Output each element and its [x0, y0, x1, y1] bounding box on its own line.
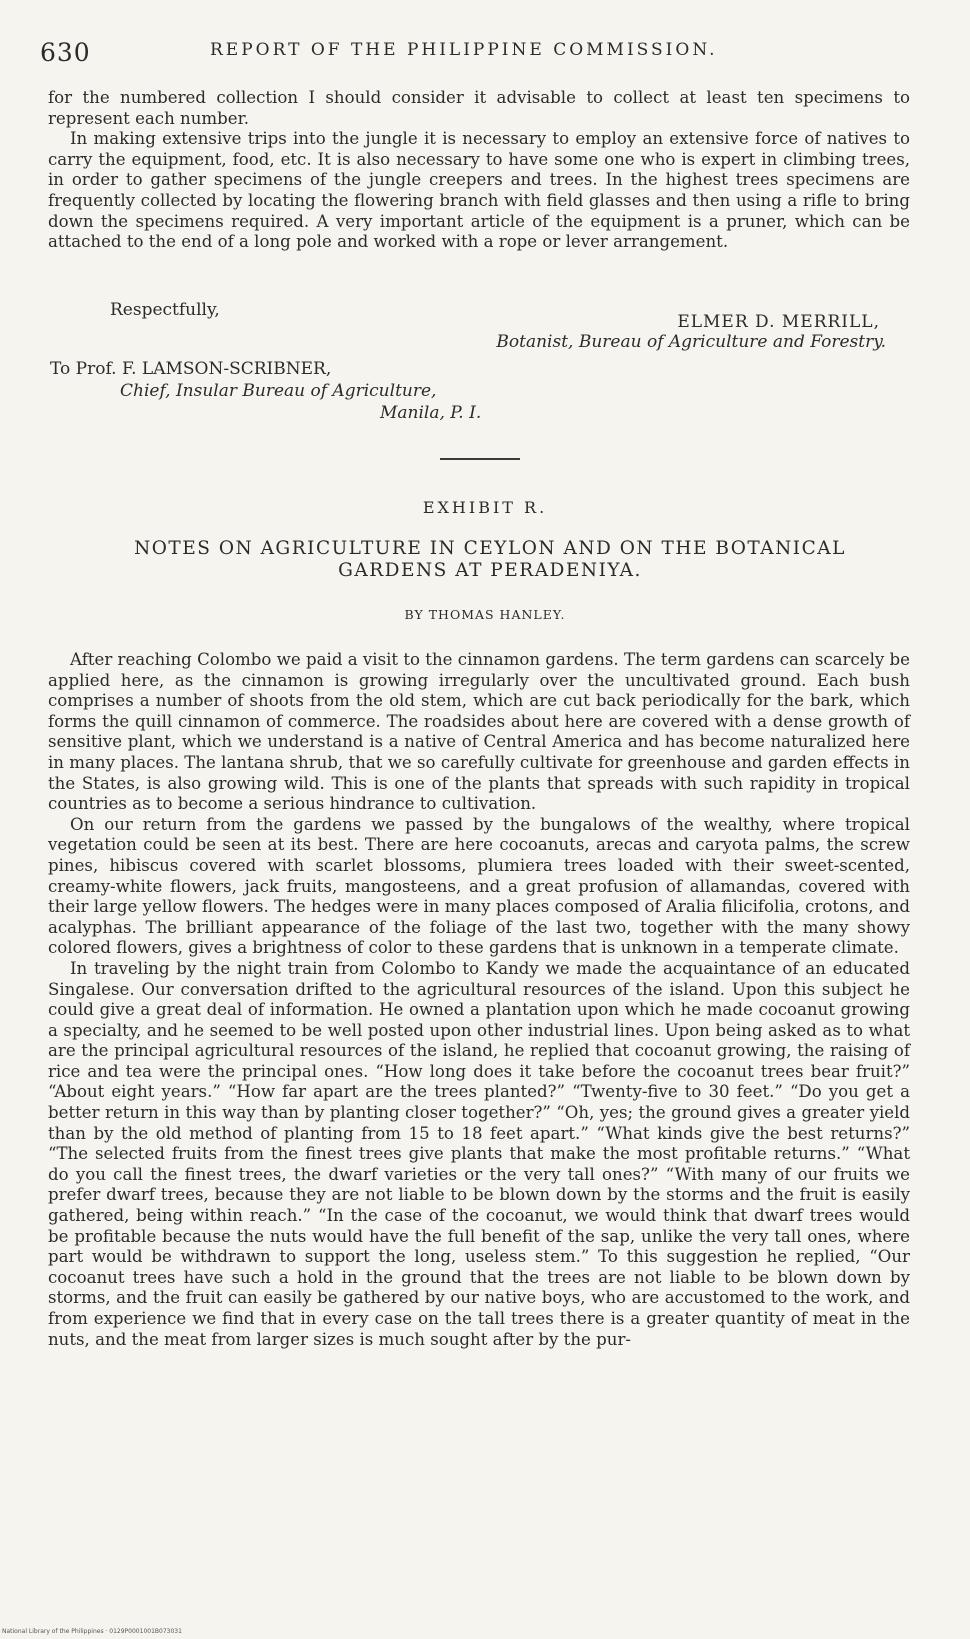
addressee-location: Manila, P. I. — [380, 403, 482, 423]
signature-name: ELMER D. MERRILL, — [677, 312, 880, 332]
addressee-title: Chief, Insular Bureau of Agriculture, — [120, 381, 437, 401]
addressee-name: To Prof. F. LAMSON-SCRIBNER, — [50, 359, 332, 379]
paragraph: In making extensive trips into the jungle it is necessary to employ an extensive force of natives to carry the equipment, food, etc. It is also necessary to have some one who is expert in climbing trees, in order to gather specimens of the jungle creepers and trees. In the highest trees specimens are frequently collected by locating the flowering branch with field glasses and then using a rifle to bring down the specimens required. A very important article of the equipment is a pruner, which can be attached to the end of a long pole and worked with a rope or lever arrangement. — [48, 129, 910, 252]
paragraph: After reaching Colombo we paid a visit to the cinnamon gardens. The term gardens can scarcely be applied here, as the cinnamon is growing irregularly over the uncultivated ground. Each bush comprises a number of shoots from the old stem, which are cut back periodically for the bark, which forms the quill cinnamon of commerce. The roadsides about here are covered with a dense growth of sensitive plant, which we understand is a native of Central America and has become naturalized here in many places. The lantana shrub, that we so carefully cultivate for greenhouse and garden effects in the States, is also growing wild. This is one of the plants that spreads with such rapidity in tropical countries as to become a serious hindrance to cultivation. — [48, 650, 910, 814]
article-title: NOTES ON AGRICULTURE IN CEYLON AND ON THE BOTANICAL GARDENS AT PERADENIYA. — [134, 538, 846, 581]
letter-text — [48, 88, 910, 253]
exhibit-label: EXHIBIT R. — [422, 498, 548, 517]
signature-title: Botanist, Bureau of Agriculture and Forestry. — [496, 332, 886, 352]
addressee-block — [50, 358, 481, 424]
paragraph: On our return from the gardens we passed by the bungalows of the wealthy, where tropical vegetation could be seen at its best. There are here cocoanuts, arecas and caryota palms, the screw pines, hibiscus covered with scarlet blossoms, plumiera trees loaded with their sweet-scented, creamy-white flowers, jack fruits, mangosteens, and a great profusion of allamandas, covered with their large yellow flowers. The hedges were in many places composed of Aralia filicifolia, crotons, and acalyphas. The brilliant appearance of the foliage of the last two, together with the many showy colored flowers, gives a brightness of color to these gardens that is unknown in a temperate climate. — [48, 814, 910, 958]
page-header — [40, 38, 900, 78]
page-number: 630 — [40, 38, 91, 67]
closing: Respectfully, — [110, 300, 220, 320]
paragraph: for the numbered collection I should consider it advisable to collect at least ten specimens to represent each number. — [48, 88, 910, 128]
running-head: REPORT OF THE PHILIPPINE COMMISSION. — [210, 40, 718, 60]
byline: BY THOMAS HANLEY. — [404, 607, 566, 622]
paragraph: In traveling by the night train from Colombo to Kandy we made the acquaintance of an educated Singalese. Our conversation drifted to the agricultural resources of the island. Upon this subject he could give a great deal of information. He owned a plantation upon which he made cocoanut growing a specialty, and he seemed to be well posted upon other industrial lines. Upon being asked as to what are the principal agricultural resources of the island, he replied that cocoanut growing, the raising of rice and tea were the principal ones. “How long does it take before the cocoanut trees bear fruit?” “About eight years.” “How far apart are the trees planted?” “Twenty-five to 30 feet.” “Do you get a better return in this way than by planting closer together?” “Oh, yes; the ground gives a greater yield than by the old method of planting from 15 to 18 feet apart.” “What kinds give the best returns?” “The selected fruits from the finest trees give plants that make the most profitable returns.” “What do you call the finest trees, the dwarf varieties or the very tall ones?” “With many of our fruits we prefer dwarf trees, because they are not liable to be blown down by the storms and the fruit is easily gathered, being within reach.” “In the case of the cocoanut, we would think that dwarf trees would be profitable because the nuts would have the full benefit of the sap, unlike the very tall ones, where part would be withdrawn to support the long, useless stem.” To this suggestion he replied, “Our cocoanut trees have such a hold in the ground that the trees are not liable to be blown down by storms, and the fruit can easily be gathered by our native boys, who are accustomed to the work, and from experience we find that in every case on the tall trees there is a greater quantity of meat in the nuts, and the meat from larger sizes is much sought after by the pur- — [48, 958, 910, 1349]
section-divider — [440, 458, 520, 460]
article-body — [48, 650, 910, 1350]
scan-footer: National Library of the Philippines · 0129P0001001B073031 — [2, 1628, 182, 1635]
